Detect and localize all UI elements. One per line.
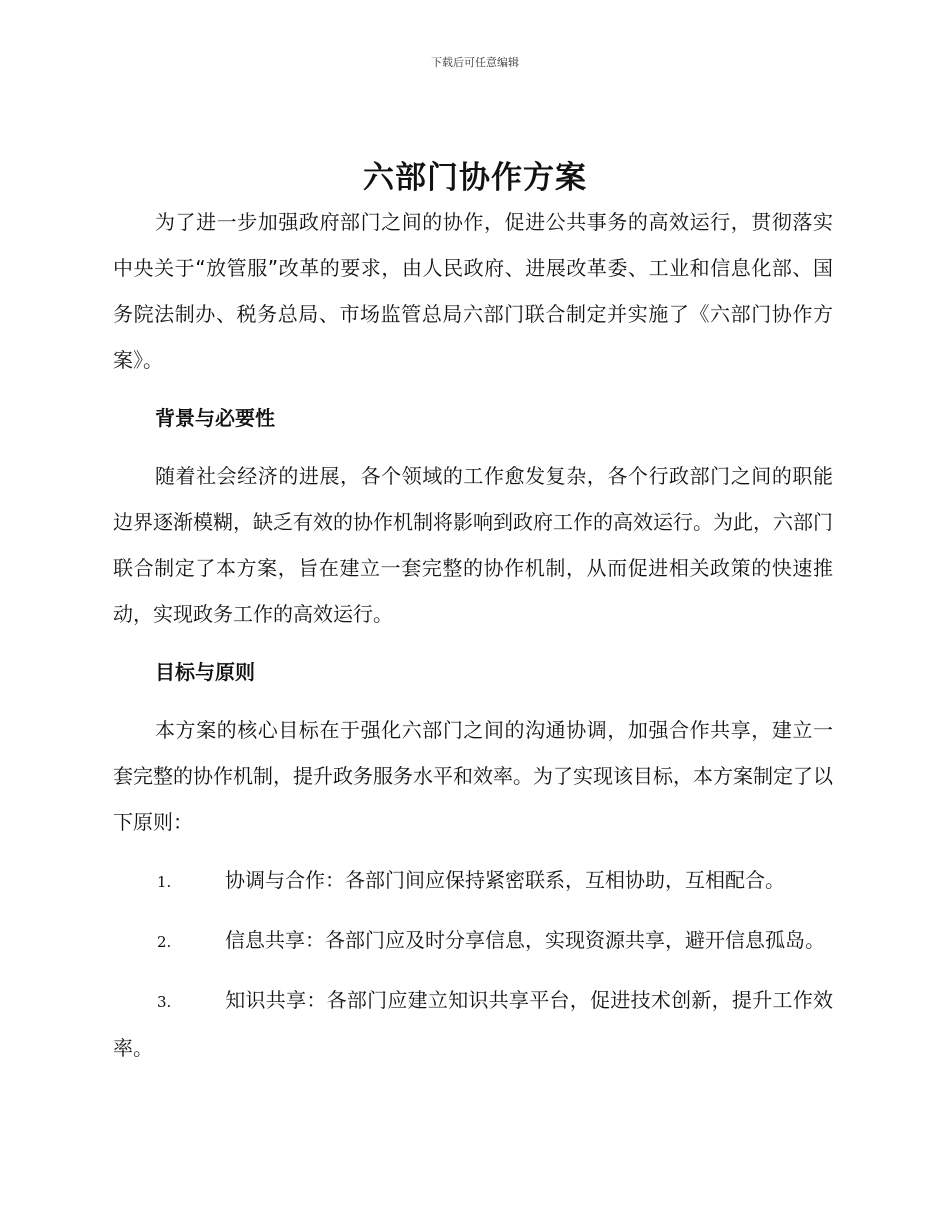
spacer — [113, 383, 833, 395]
principle-text: 信息共享：各部门应及时分享信息，实现资源共享，避开信息孤岛。 — [225, 928, 825, 952]
principle-number: 1. — [157, 873, 172, 891]
principle-item-1 — [113, 857, 833, 905]
principle-number: 2. — [157, 933, 172, 951]
background-paragraph: 随着社会经济的进展，各个领域的工作愈发复杂，各个行政部门之间的职能边界逐渐模糊，缺乏有效的协作机制将影响到政府工作的高效运行。为此，六部门联合制定了本方案，旨在建立一套完整的协作机制，从而促进相关政策的快速推动，实现政务工作的高效运行。 — [113, 464, 833, 626]
document-body — [113, 199, 833, 1071]
principle-text: 知识共享：各部门应建立知识共享平台，促进技术创新，提升工作效率。 — [113, 988, 833, 1060]
spacer — [113, 695, 833, 707]
goals-paragraph: 本方案的核心目标在于强化六部门之间的沟通协调，加强合作共享，建立一套完整的协作机制，提升政务服务水平和效率。为了实现该目标，本方案制定了以下原则： — [113, 718, 833, 834]
principle-number: 3. — [157, 993, 172, 1011]
spacer — [113, 965, 833, 977]
header-note: 下载后可任意编辑 — [431, 56, 519, 69]
spacer — [113, 637, 833, 649]
spacer — [113, 845, 833, 857]
spacer — [113, 441, 833, 453]
section-heading-goals: 目标与原则 — [155, 660, 255, 684]
document-title: 六部门协作方案 — [363, 160, 587, 196]
section-heading-background: 背景与必要性 — [155, 406, 275, 430]
intro-paragraph: 为了进一步加强政府部门之间的协作，促进公共事务的高效运行，贯彻落实中央关于“放管服”改革的要求，由人民政府、进展改革委、工业和信息化部、国务院法制办、税务总局、市场监管总局六部门联合制定并实施了《六部门协作方案》。 — [113, 210, 833, 372]
spacer — [113, 905, 833, 917]
principle-item-3 — [113, 977, 833, 1071]
principle-item-2 — [113, 917, 833, 965]
principle-text: 协调与合作：各部门间应保持紧密联系，互相协助，互相配合。 — [225, 868, 785, 892]
